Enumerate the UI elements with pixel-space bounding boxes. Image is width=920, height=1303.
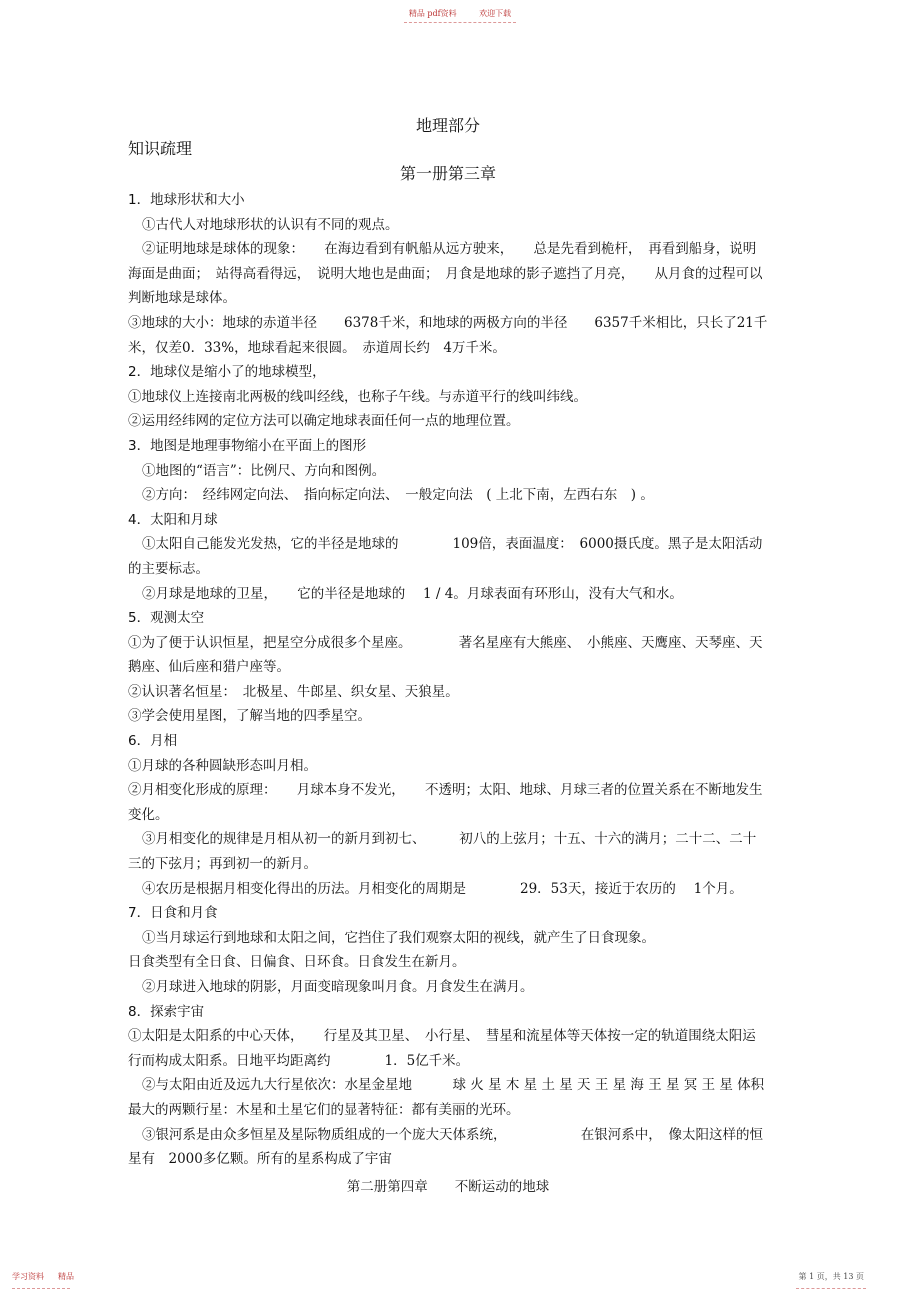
document-body xyxy=(128,114,768,1202)
paragraph: ①地图的“语言”：比例尺、方向和图例。 xyxy=(142,462,386,479)
footer-divider-right xyxy=(796,1288,866,1289)
section-heading: 7．日食和月食 xyxy=(128,905,218,922)
section-heading: 8．探索宇宙 xyxy=(128,1003,205,1020)
paragraph: ①为了便于认识恒星，把星空分成很多个星座。 著名星座有大熊座、 小熊座、天鹰座、天琴座、天鹅座、仙后座和猎户座等。 xyxy=(128,634,763,676)
section-heading: 6．月相 xyxy=(128,733,178,750)
page-number: 第 1 页，共 13 页 xyxy=(798,1272,864,1281)
section-heading: 2．地球仪是缩小了的地球模型， xyxy=(128,364,326,381)
paragraph: 日食类型有全日食、日偏食、日环食。日食发生在新月。 xyxy=(128,954,466,971)
paragraph: ②与太阳由近及远九大行星依次：水星金星地 球 火 星 木 星 土 星 天 王 星 海 王 星 冥 王 星 体积最大的两颗行星：木星和土星它们的显著特征：都有美丽的光环。 xyxy=(128,1077,765,1118)
paragraph: ①太阳是太阳系的中心天体， 行星及其卫星、 小行星、 彗星和流星体等天体按一定的轨道围绕太阳运行而构成太阳系。日地平均距离约 1．5亿千米。 xyxy=(128,1028,756,1069)
paragraph: ①当月球运行到地球和太阳之间，它挡住了我们观察太阳的视线，就产生了日食现象。 xyxy=(142,929,655,946)
page-header xyxy=(0,8,920,19)
section-heading: 4．太阳和月球 xyxy=(128,511,218,528)
header-divider xyxy=(404,22,516,23)
doc-title: 地理部分 xyxy=(415,116,480,135)
doc-subtitle: 知识疏理 xyxy=(128,139,193,158)
paragraph: ②月相变化形成的原理： 月球本身不发光， 不透明；太阳、地球、月球三者的位置关系在不断地发生变化。 xyxy=(128,782,763,823)
paragraph: ④农历是根据月相变化得出的历法。月相变化的周期是 29．53天，接近于农历的 1个月。 xyxy=(142,880,743,897)
section-heading: 5．观测太空 xyxy=(128,610,205,627)
section-heading: 3．地图是地理事物缩小在平面上的图形 xyxy=(128,437,367,454)
paragraph: ②月球进入地球的阴影，月面变暗现象叫月食。月食发生在满月。 xyxy=(142,979,534,995)
header-left-text: 精品 pdf资料 xyxy=(408,9,457,18)
chapter-heading: 第一册第三章 xyxy=(399,164,496,183)
section-heading: 1．地球形状和大小 xyxy=(128,192,245,208)
footer-divider-left xyxy=(12,1288,70,1289)
paragraph: ②证明地球是球体的现象： 在海边看到有帆船从远方驶来， 总是先看到桅杆， 再看到船身，说明海面是曲面； 站得高看得远， 说明大地也是曲面； 月食是地球的影子遮挡了月亮， 从月食的过程可以判断地球是球体。 xyxy=(128,241,763,307)
page-footer-left xyxy=(12,1271,88,1282)
paragraph: ②方向： 经纬网定向法、 指向标定向法、 一般定向法 ( 上北下南，左西右东 ) 。 xyxy=(142,487,654,504)
paragraph: ①古代人对地球形状的认识有不同的观点。 xyxy=(142,216,399,233)
paragraph: ③月相变化的规律是月相从初一的新月到初七、 初八的上弦月；十五、十六的满月；二十二、二十三的下弦月；再到初一的新月。 xyxy=(128,831,757,873)
paragraph: ①月球的各种圆缺形态叫月相。 xyxy=(128,757,317,774)
paragraph: ③银河系是由众多恒星及星际物质组成的一个庞大天体系统， 在银河系中， 像太阳这样的恒星有 2000多亿颗。所有的星系构成了宇宙 xyxy=(128,1126,763,1168)
paragraph: ③学会使用星图，了解当地的四季星空。 xyxy=(128,708,371,725)
footer-left-text-1: 学习资料 xyxy=(12,1272,44,1281)
paragraph: ①太阳自己能发光发热，它的半径是地球的 109倍，表面温度： 6000摄氏度。黑子是太阳活动的主要标志。 xyxy=(128,536,763,577)
paragraph: ②运用经纬网的定位方法可以确定地球表面任何一点的地理位置。 xyxy=(128,413,520,430)
paragraph: ①地球仪上连接南北两极的线叫经线，也称子午线。与赤道平行的线叫纬线。 xyxy=(128,388,587,405)
paragraph: ③地球的大小：地球的赤道半径 6378千米，和地球的两极方向的半径 6357千米相比，只长了21千米，仅差0．33%，地球看起来很圆。 赤道周长约 4万千米。 xyxy=(128,314,768,356)
paragraph: ②月球是地球的卫星， 它的半径是地球的 1 / 4。月球表面有环形山，没有大气和水。 xyxy=(142,585,683,602)
paragraph: ②认识著名恒星： 北极星、牛郎星、织女星、天狼星。 xyxy=(128,683,459,700)
next-chapter-heading: 第二册第四章 不断运动的地球 xyxy=(346,1178,550,1195)
footer-left-text-2: 精品 xyxy=(58,1272,74,1281)
header-right-text: 欢迎下载 xyxy=(479,9,512,18)
